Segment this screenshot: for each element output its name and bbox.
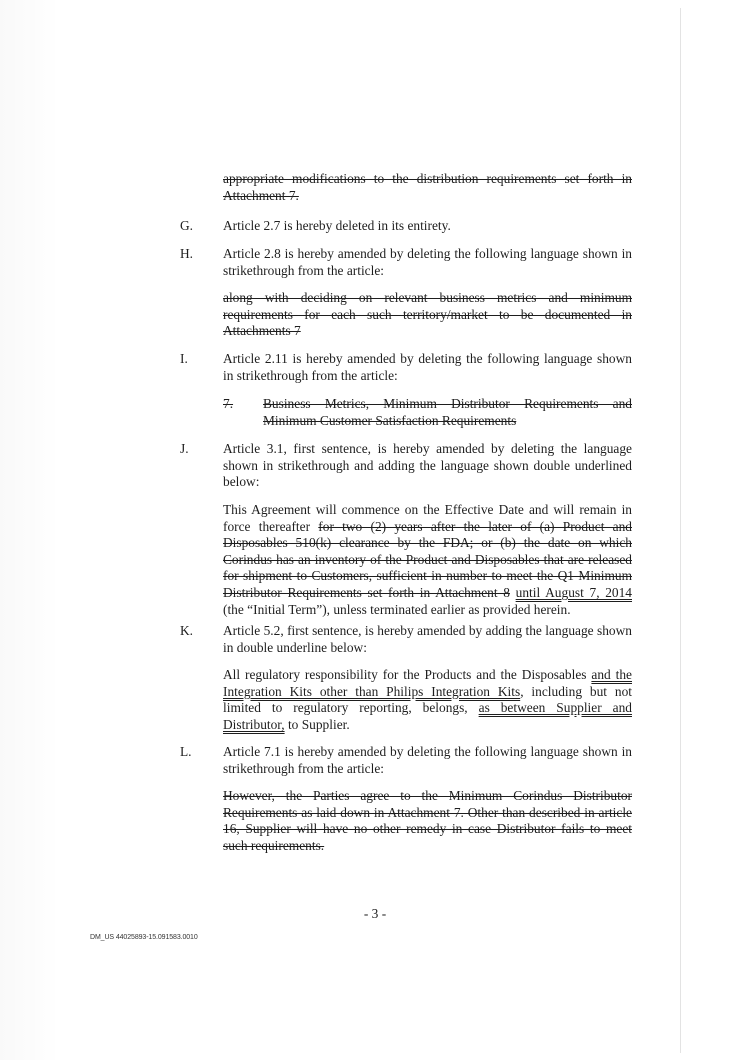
item-j-added-text: until August 7, 2014 bbox=[515, 584, 632, 600]
item-h-struck-text: along with deciding on relevant business metrics and minimum requirements for each such territory/market to be documented in Attachments 7 bbox=[223, 290, 632, 339]
item-k-added-text-1: and the Integration Kits other than Philips Integration Kits bbox=[223, 667, 632, 699]
document-code-footer: DM_US 44025893-15.091583.0010 bbox=[90, 934, 198, 941]
item-g-marker: G. bbox=[180, 218, 194, 233]
item-k-kept-text-3: to Supplier. bbox=[287, 716, 350, 732]
item-k-marker: K. bbox=[180, 623, 194, 638]
item-l-marker: L. bbox=[180, 744, 192, 759]
item-l-struck-text: However, the Parties agree to the Minimum Corindus Distributor Requirements as laid down in Attachment 7. Other than described in article 16, Supplier will have no other remedy in case Distributor fails to meet such requirements. bbox=[223, 788, 632, 853]
item-j-kept-text-2: (the “Initial Term”), unless terminated earlier as provided herein. bbox=[223, 601, 571, 617]
item-i-struck-text: Business Metrics, Minimum Distributor Requirements and Minimum Customer Satisfaction Requirements bbox=[263, 396, 632, 428]
page-number: - 3 - bbox=[363, 906, 387, 921]
page-edge-line bbox=[680, 8, 681, 1053]
item-j-amended-paragraph bbox=[223, 502, 632, 618]
item-j-struck-text: for two (2) years after the later of (a) Product and Disposables 510(k) clearance by the FDA; or (b) the date on which Corindus has an inventory of the Product and Disposables that are released for shipment to Customers, sufficient in number to meet the Q1 Minimum Distributor Requirements set forth in Attachment 8 bbox=[223, 518, 632, 600]
item-g-text: Article 2.7 is hereby deleted in its entirety. bbox=[223, 218, 451, 233]
item-j-text: Article 3.1, first sentence, is hereby amended by deleting the language shown in strikethrough and adding the language shown double underlined below: bbox=[223, 441, 632, 490]
item-i-marker: I. bbox=[180, 351, 188, 366]
item-i-text: Article 2.11 is hereby amended by deleting the following language shown in strikethrough from the article: bbox=[223, 351, 632, 383]
item-h-marker: H. bbox=[180, 246, 194, 261]
item-k-kept-text-2: , including but not limited to regulatory reporting, belongs, bbox=[223, 683, 632, 716]
item-k-added-text-2: as between Supplier and Distributor, bbox=[223, 700, 632, 732]
item-l-text: Article 7.1 is hereby amended by deleting the following language shown in strikethrough from the article: bbox=[223, 744, 632, 776]
item-k-text: Article 5.2, first sentence, is hereby amended by adding the language shown in double underline below: bbox=[223, 623, 632, 655]
scan-shadow bbox=[0, 0, 60, 1060]
item-k-amended-paragraph bbox=[223, 667, 632, 733]
item-j-marker: J. bbox=[180, 441, 189, 456]
item-h-text: Article 2.8 is hereby amended by deleting the following language shown in strikethrough from the article: bbox=[223, 246, 632, 278]
continued-struck-text: appropriate modifications to the distribution requirements set forth in Attachment 7. bbox=[223, 171, 632, 203]
item-i-struck-number: 7. bbox=[223, 396, 234, 411]
item-k-kept-text-1: All regulatory responsibility for the Products and the Disposables bbox=[223, 667, 587, 682]
item-j-kept-text-1: This Agreement will commence on the Effective Date and will remain in force thereafter bbox=[223, 502, 632, 534]
